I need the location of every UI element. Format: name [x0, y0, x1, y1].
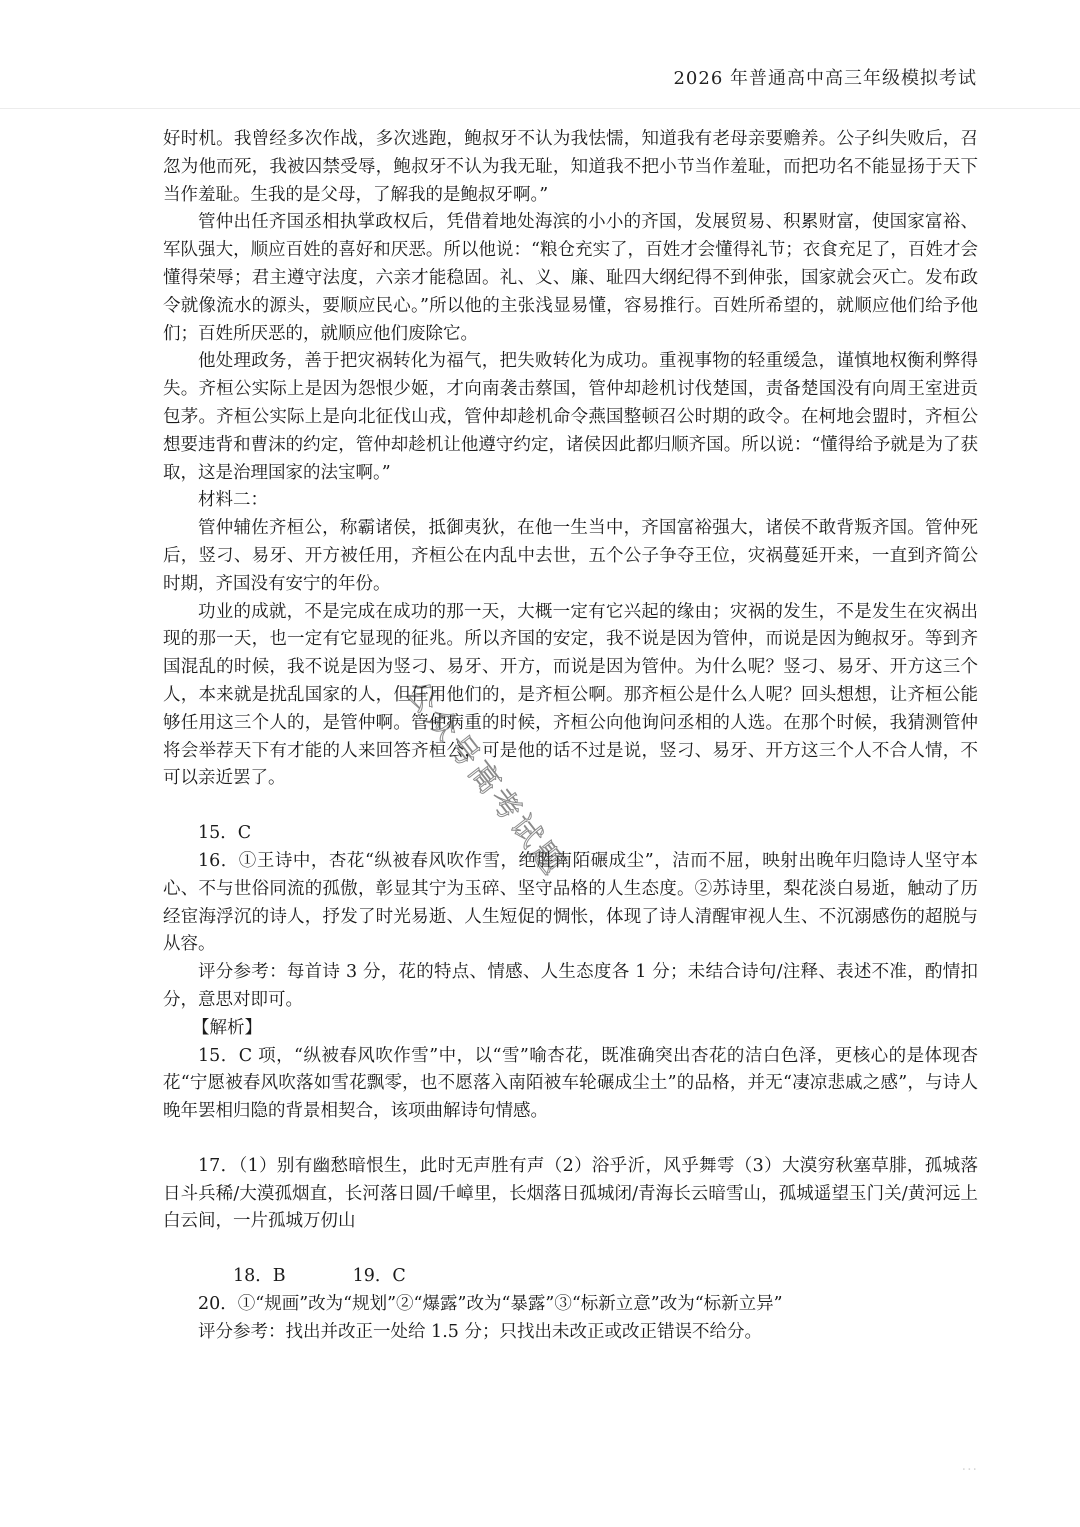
header-divider [0, 108, 1080, 109]
answer-q16: 16．①王诗中，杏花“纵被春风吹作雪，绝胜南陌碾成尘”，洁而不屈，映射出晚年归隐诗人坚守本心、不与世俗同流的孤傲，彰显其宁为玉碎、坚守品格的人生态度。②苏诗里，梨花淡白易逝，触动了历经宦海浮沉的诗人，抒发了时光易逝、人生短促的惆怅，体现了诗人清醒审视人生、不沉溺感伤的超脱与从容。 [163, 850, 978, 955]
answer-q20-scoring: 评分参考：找出并改正一处给 1.5 分；只找出未改正或改正错误不给分。 [198, 1321, 762, 1342]
answers-q18-q19 [163, 1263, 978, 1291]
section-gap [163, 1126, 978, 1153]
analysis-q15: 15．C 项，“纵被春风吹作雪”中，以“雪”喻杏花，既准确突出杏花的洁白色泽，更核心的是体现杏花“宁愿被春风吹落如雪花飘零，也不愿落入南陌被车轮碾成尘土”的品格，并无“凄凉悲戚之感”，与诗人晚年罢相归隐的背景相契合，该项曲解诗句情感。 [163, 1045, 978, 1122]
answer-q18: 18．B [233, 1266, 286, 1287]
watermark: 公众号高考试题 [398, 674, 573, 885]
answer-q19: 19．C [352, 1266, 406, 1287]
material-two-paragraph: 功业的成就，不是完成在成功的那一天，大概一定有它兴起的缘由；灾祸的发生，不是发生在灾祸出现的那一天，也一定有它显现的征兆。所以齐国的安定，我不说是因为管仲，而说是因为鲍叔牙。等到齐国混乱的时候，我不说是因为竖刁、易牙、开方，而说是因为管仲。为什么呢？竖刁、易牙、开方这三个人，本来就是扰乱国家的人，但任用他们的，是齐桓公啊。那齐桓公是什么人呢？回头想想，让齐桓公能够任用这三个人的，是管仲啊。管仲病重的时候，齐桓公向他询问丞相的人选。在那个时候，我猜测管仲将会举荐天下有才能的人来回答齐桓公，可是他的话不过是说，竖刁、易牙、开方这三个人不合人情，不可以亲近罢了。 [163, 601, 978, 789]
answer-q20: 20．①“规画”改为“规划”②“爆露”改为“暴露”③“标新立意”改为“标新立异” [198, 1294, 783, 1315]
answer-q17: 17．（1）别有幽愁暗恨生，此时无声胜有声（2）浴乎沂，风乎舞雩（3）大漠穷秋塞草腓，孤城落日斗兵稀/大漠孤烟直，长河落日圆/千嶂里，长烟落日孤城闭/青海长云暗雪山，孤城遥望玉门关/黄河远上白云间，一片孤城万仞山 [163, 1155, 978, 1232]
section-gap [163, 793, 978, 820]
answer-q16-scoring: 评分参考：每首诗 3 分，花的特点、情感、人生态度各 1 分；未结合诗句/注释、表述不准，酌情扣分，意思对即可。 [163, 962, 978, 1010]
answer-q15: 15．C [198, 823, 252, 844]
material-two-paragraph: 管仲辅佐齐桓公，称霸诸侯，抵御夷狄，在他一生当中，齐国富裕强大，诸侯不敢背叛齐国。管仲死后，竖刁、易牙、开方被任用，齐桓公在内乱中去世，五个公子争夺王位，灾祸蔓延开来，一直到齐简公时期，齐国没有安宁的年份。 [163, 518, 978, 594]
section-gap [163, 1236, 978, 1263]
analysis-heading: 【解析】 [192, 1017, 262, 1038]
page-header-title: 2026 年普通高中高三年级模拟考试 [673, 68, 977, 89]
material-one-paragraph: 管仲出任齐国丞相执掌政权后，凭借着地处海滨的小小的齐国，发展贸易、积累财富，使国家富裕、军队强大，顺应百姓的喜好和厌恶。所以他说：“粮仓充实了，百姓才会懂得礼节；衣食充足了，百姓才会懂得荣辱；君主遵守法度，六亲才能稳固。礼、义、廉、耻四大纲纪得不到伸张，国家就会灭亡。发布政令就像流水的源头，要顺应民心。”所以他的主张浅显易懂，容易推行。百姓所希望的，就顺应他们给予他们；百姓所厌恶的，就顺应他们废除它。 [163, 212, 978, 344]
material-one-paragraph: 他处理政务，善于把灾祸转化为福气，把失败转化为成功。重视事物的轻重缓急，谨慎地权衡利弊得失。齐桓公实际上是因为怨恨少姬，才向南袭击蔡国，管仲却趁机讨伐楚国，责备楚国没有向周王室进贡包茅。齐桓公实际上是向北征伐山戎，管仲却趁机命令燕国整顿召公时期的政令。在柯地会盟时，齐桓公想要违背和曹沫的约定，管仲却趁机让他遵守约定，诸侯因此都归顺齐国。所以说：“懂得给予就是为了获取，这是治理国家的法宝啊。” [163, 351, 978, 483]
material-two-label: 材料二： [198, 490, 268, 511]
material-one-paragraph: 好时机。我曾经多次作战，多次逃跑，鲍叔牙不认为我怯懦，知道我有老母亲要赡养。公子纠失败后，召忽为他而死，我被囚禁受辱，鲍叔牙不认为我无耻，知道我不把小节当作羞耻，而把功名不能显扬于天下当作羞耻。生我的是父母，了解我的是鲍叔牙啊。” [163, 129, 978, 205]
answer-body [163, 126, 978, 1347]
corner-mark: ··· [961, 1462, 978, 1478]
